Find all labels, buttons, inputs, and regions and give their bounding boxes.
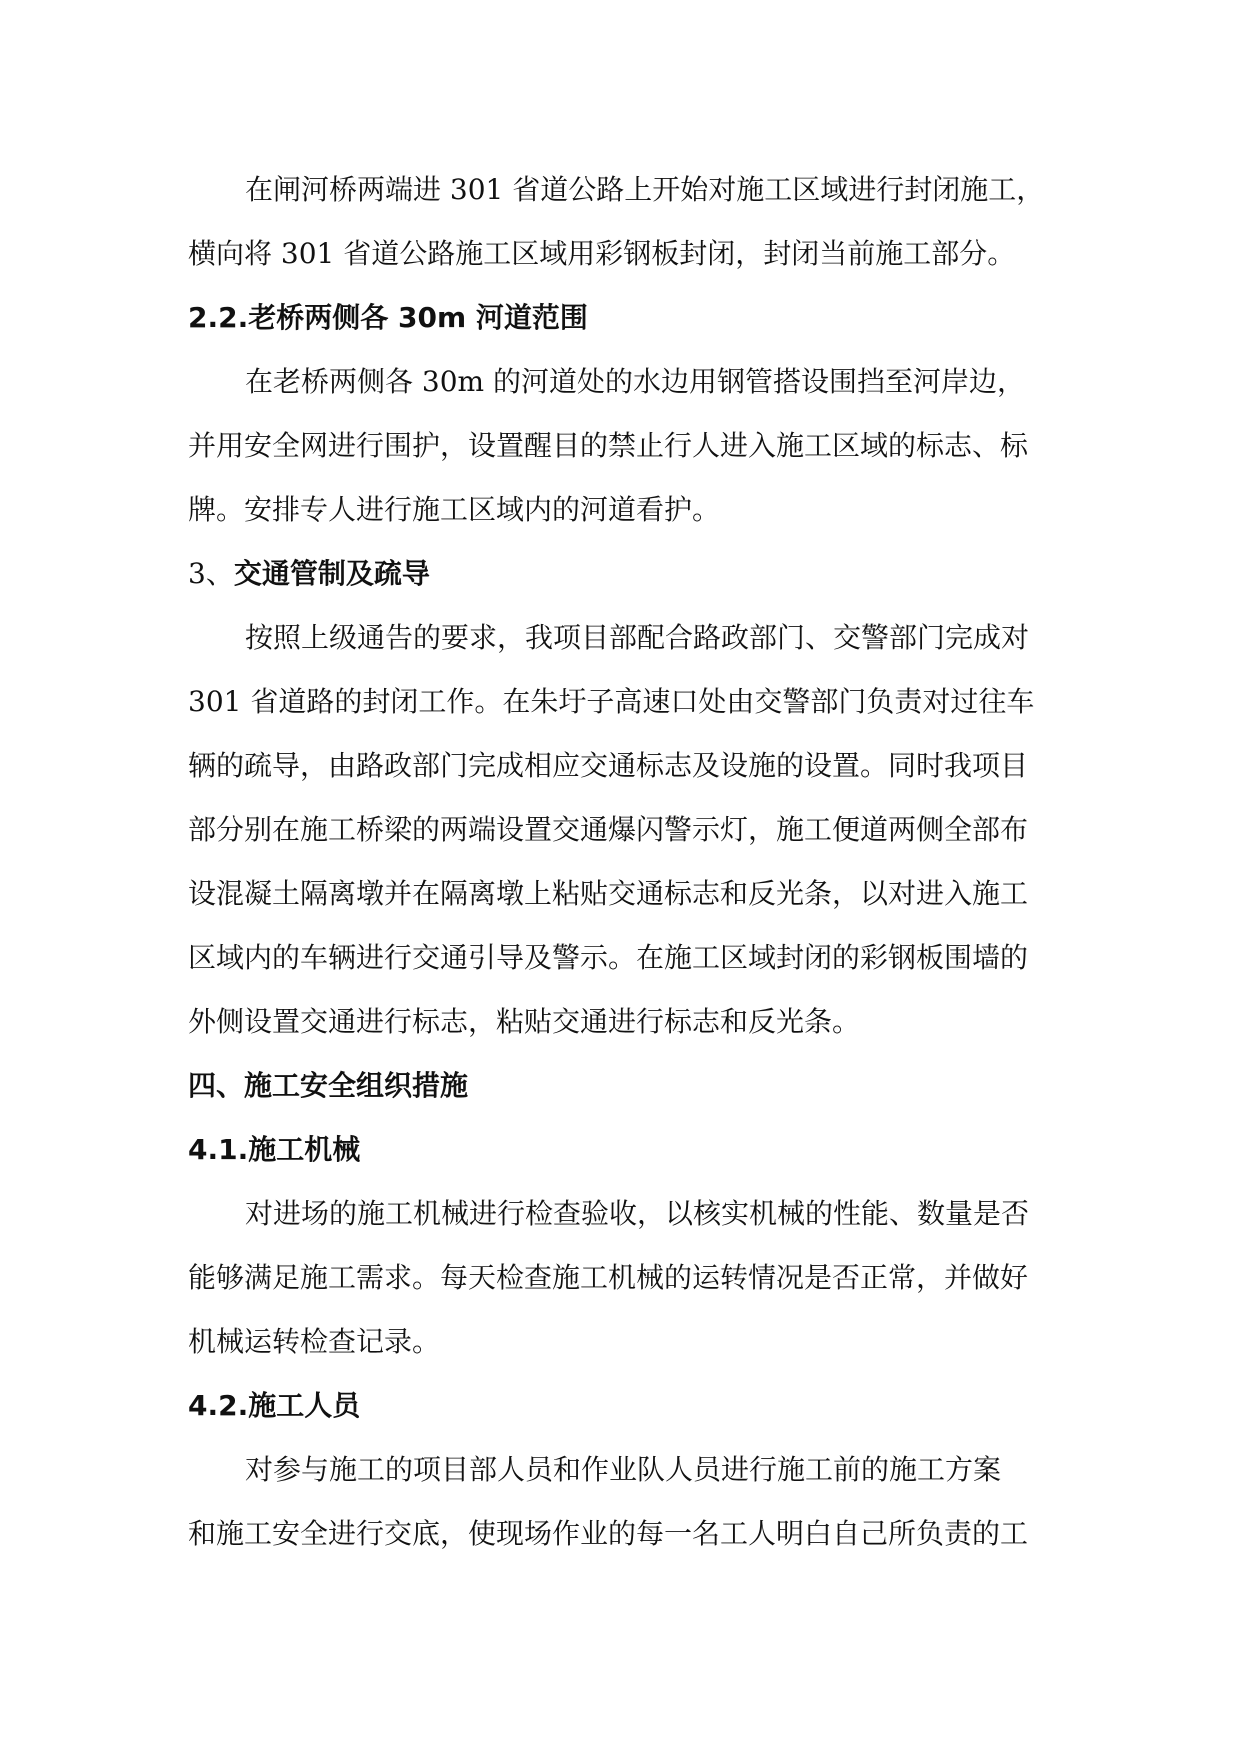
section-heading-3-text: 交通管制及疏导 — [233, 557, 430, 590]
section-heading-3-number: 3、 — [188, 557, 234, 590]
paragraph-line: 设混凝土隔离墩并在隔离墩上粘贴交通标志和反光条，以对进入施工 — [188, 877, 1029, 910]
paragraph-line: 辆的疏导，由路政部门完成相应交通标志及设施的设置。同时我项目 — [188, 749, 1029, 782]
section-heading-4-1: 4.1.施工机械 — [188, 1133, 361, 1166]
paragraph-line: 牌。安排专人进行施工区域内的河道看护。 — [188, 493, 721, 526]
paragraph-line: 301 省道路的封闭工作。在朱圩子高速口处由交警部门负责对过往车 — [188, 685, 1035, 718]
paragraph-line: 按照上级通告的要求，我项目部配合路政部门、交警部门完成对 — [245, 621, 1030, 654]
paragraph-line: 和施工安全进行交底，使现场作业的每一名工人明白自己所负责的工 — [188, 1517, 1029, 1550]
paragraph-line: 对参与施工的项目部人员和作业队人员进行施工前的施工方案 — [245, 1453, 1002, 1486]
paragraph-line: 能够满足施工需求。每天检查施工机械的运转情况是否正常，并做好 — [188, 1261, 1029, 1294]
paragraph-line: 区域内的车辆进行交通引导及警示。在施工区域封闭的彩钢板围墙的 — [188, 941, 1029, 974]
paragraph-line: 并用安全网进行围护，设置醒目的禁止行人进入施工区域的标志、标 — [188, 429, 1029, 462]
paragraph-line: 在闸河桥两端进 301 省道公路上开始对施工区域进行封闭施工， — [245, 173, 1045, 206]
paragraph-line: 横向将 301 省道公路施工区域用彩钢板封闭，封闭当前施工部分。 — [188, 237, 1016, 270]
section-heading-4-2: 4.2.施工人员 — [188, 1389, 361, 1422]
section-heading-2-2: 2.2.老桥两侧各 30m 河道范围 — [188, 301, 588, 334]
section-heading-3 — [188, 542, 1058, 606]
paragraph-line: 机械运转检查记录。 — [188, 1325, 441, 1358]
paragraph-line: 外侧设置交通进行标志，粘贴交通进行标志和反光条。 — [188, 1005, 861, 1038]
paragraph-line: 对进场的施工机械进行检查验收，以核实机械的性能、数量是否 — [245, 1197, 1030, 1230]
document-body — [188, 158, 1058, 1566]
paragraph-line: 在老桥两侧各 30m 的河道处的水边用钢管搭设围挡至河岸边， — [245, 365, 1025, 398]
section-heading-4: 四、施工安全组织措施 — [188, 1069, 469, 1102]
paragraph-line: 部分别在施工桥梁的两端设置交通爆闪警示灯，施工便道两侧全部布 — [188, 813, 1029, 846]
